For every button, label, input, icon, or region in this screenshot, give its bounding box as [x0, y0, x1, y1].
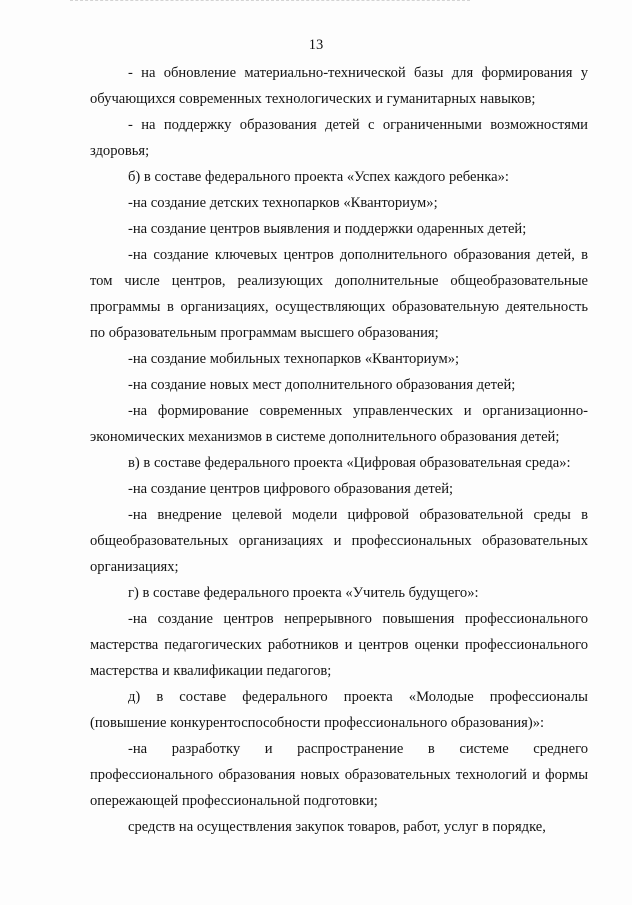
paragraph: -на создание детских технопарков «Кванториум»; — [128, 195, 438, 211]
paragraph: -на создание центров цифрового образования детей; — [128, 481, 454, 497]
paragraph: -на создание ключевых центров дополнительного образования детей, в том числе центров, реализующих дополнительные общеобразовательные программы в организациях, осуществляющих образовательную деятельность по образовательным программам высшего образования; — [90, 247, 588, 341]
document-body — [90, 60, 588, 840]
paragraph: - на обновление материально-технической базы для формирования у обучающихся современных технологических и гуманитарных навыков; — [90, 65, 588, 107]
paragraph: б) в составе федерального проекта «Успех каждого ребенка»: — [128, 169, 509, 185]
paragraph: д) в составе федерального проекта «Молодые профессионалы (повышение конкурентоспособности профессионального образования)»: — [90, 689, 588, 731]
paragraph: -на создание центров непрерывного повышения профессионального мастерства педагогических работников и центров оценки профессионального мастерства и квалификации педагогов; — [90, 611, 588, 679]
paragraph: в) в составе федерального проекта «Цифровая образовательная среда»: — [128, 455, 571, 471]
scan-top-edge — [70, 0, 470, 3]
paragraph: -на создание мобильных технопарков «Кванториум»; — [128, 351, 460, 367]
paragraph: -на формирование современных управленческих и организационно-экономических механизмов в системе дополнительного образования детей; — [90, 403, 588, 445]
paragraph: - на поддержку образования детей с ограниченными возможностями здоровья; — [90, 117, 588, 159]
paragraph: г) в составе федерального проекта «Учитель будущего»: — [128, 585, 479, 601]
paragraph: -на внедрение целевой модели цифровой образовательной среды в общеобразовательных организациях и профессиональных образовательных организациях; — [90, 507, 588, 575]
paragraph: -на создание новых мест дополнительного образования детей; — [128, 377, 516, 393]
page-number: 13 — [308, 37, 324, 53]
paragraph: -на разработку и распространение в системе среднего профессионального образования новых образовательных технологий и формы опережающей профессиональной подготовки; — [90, 741, 588, 809]
paragraph: -на создание центров выявления и поддержки одаренных детей; — [128, 221, 527, 237]
paragraph: средств на осуществления закупок товаров, работ, услуг в порядке, — [128, 819, 546, 835]
